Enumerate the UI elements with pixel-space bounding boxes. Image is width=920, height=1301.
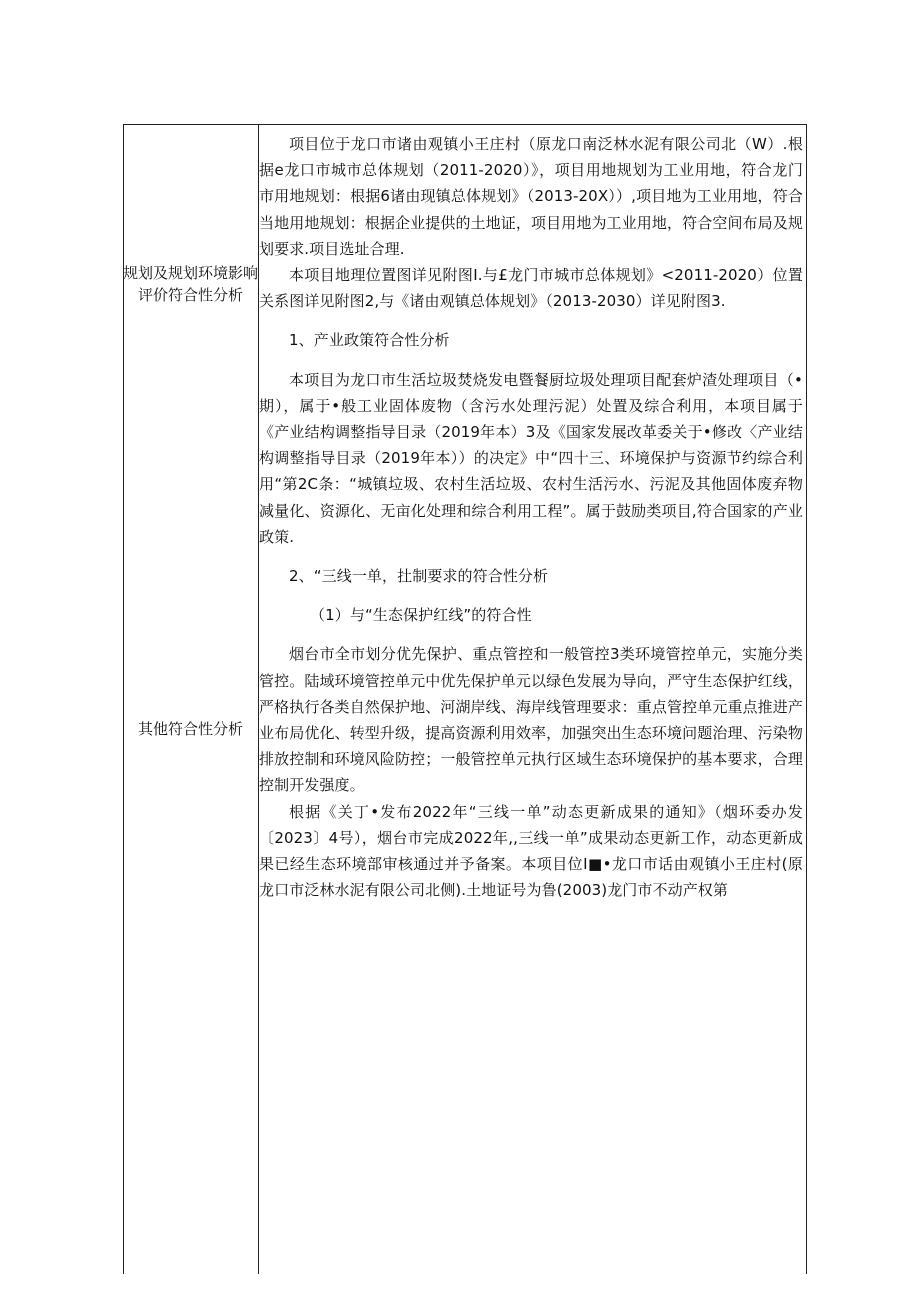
label-other-compliance: 其他符合性分析	[137, 720, 243, 738]
label-planning-compliance: 规划及规划环境影响评价符合性分析	[123, 264, 259, 304]
paragraph-update-notice: 根据《关丁•发布2022年“三线一单”动态更新成果的通知》（烟环委办发〔2023〕4号），烟台市完成2022年,,三线一单”成果动态更新工作，动态更新成果已经生态环境部审核通过并予备案。本项目位I■•龙口市话由观镇小王庄村(原龙口市泛林水泥有限公司北侧).土地证号为鲁(2003)龙门市不动产权第	[259, 802, 803, 900]
content-cell	[259, 131, 803, 903]
paragraph-maps: 本项目地理位置图详见附图I.与£龙门市城市总体规划》<2011-2020）位置关系图详见附图2,与《诸由观镇总体规划》（2013-2030）详见附图3.	[259, 266, 803, 311]
paragraph-location: 项目位于龙口市诸由观镇小王庄村（原龙口南泛林水泥有限公司北（W）.根据e龙口市城市总体规划（2011-2020）》，项目用地规划为工业用地，符合龙门市用地规划：根据6诸由现镇总体规划》（2013-20X））,项目地为工业用地，符合当地用地规划：根据企业提供的土地证，项目用地为工业用地，符合空间布局及规划要求.项目选址合理.	[259, 135, 803, 258]
paragraph-industrial-policy: 本项目为龙口市生活垃圾焚烧发电暨餐厨垃圾处理项目配套炉渣处理项目（•期），属于•般工业固体废物（含污水处理污泥）处置及综合利用，本项目属于《产业结构调整指导目录（2019年本）3及《国家发展改革委关于•修改〈产业结构调整指导目录（2019年本））的决定》中“四十三、环境保护与资源节约综合利用“第2C条：“城镇垃圾、农村生活垃圾、农村生活污水、污泥及其他固体废弃物减量化、资源化、无亩化处理和综合利用工程”。属于鼓励类项目,符合国家的产业政策.	[259, 370, 803, 546]
paragraph-control-units: 烟台市全市划分优先保护、重点管控和一般管控3类环境管控单元，实施分类管控。陆域环境管控单元中优先保护单元以绿色发展为导向，严守生态保护红线，严格执行各类自然保护地、河湖岸线、海岸线管理要求：重点管控单元重点推进产业布局优化、转型升级，提高资源利用效率，加强突出生态环境问题治理、污染物排放控制和环境风险防控；一般管控单元执行区域生态环境保护的基本要求，合理控制开发强度。	[259, 645, 803, 795]
heading-industrial-policy: 1、产业政策符合性分析	[289, 331, 450, 350]
heading-three-lines: 2、“三线一单，扗制要求的符合性分析	[289, 567, 549, 586]
subheading-ecological-redline: （1）与“生态保护红线”的符合性	[310, 606, 532, 625]
